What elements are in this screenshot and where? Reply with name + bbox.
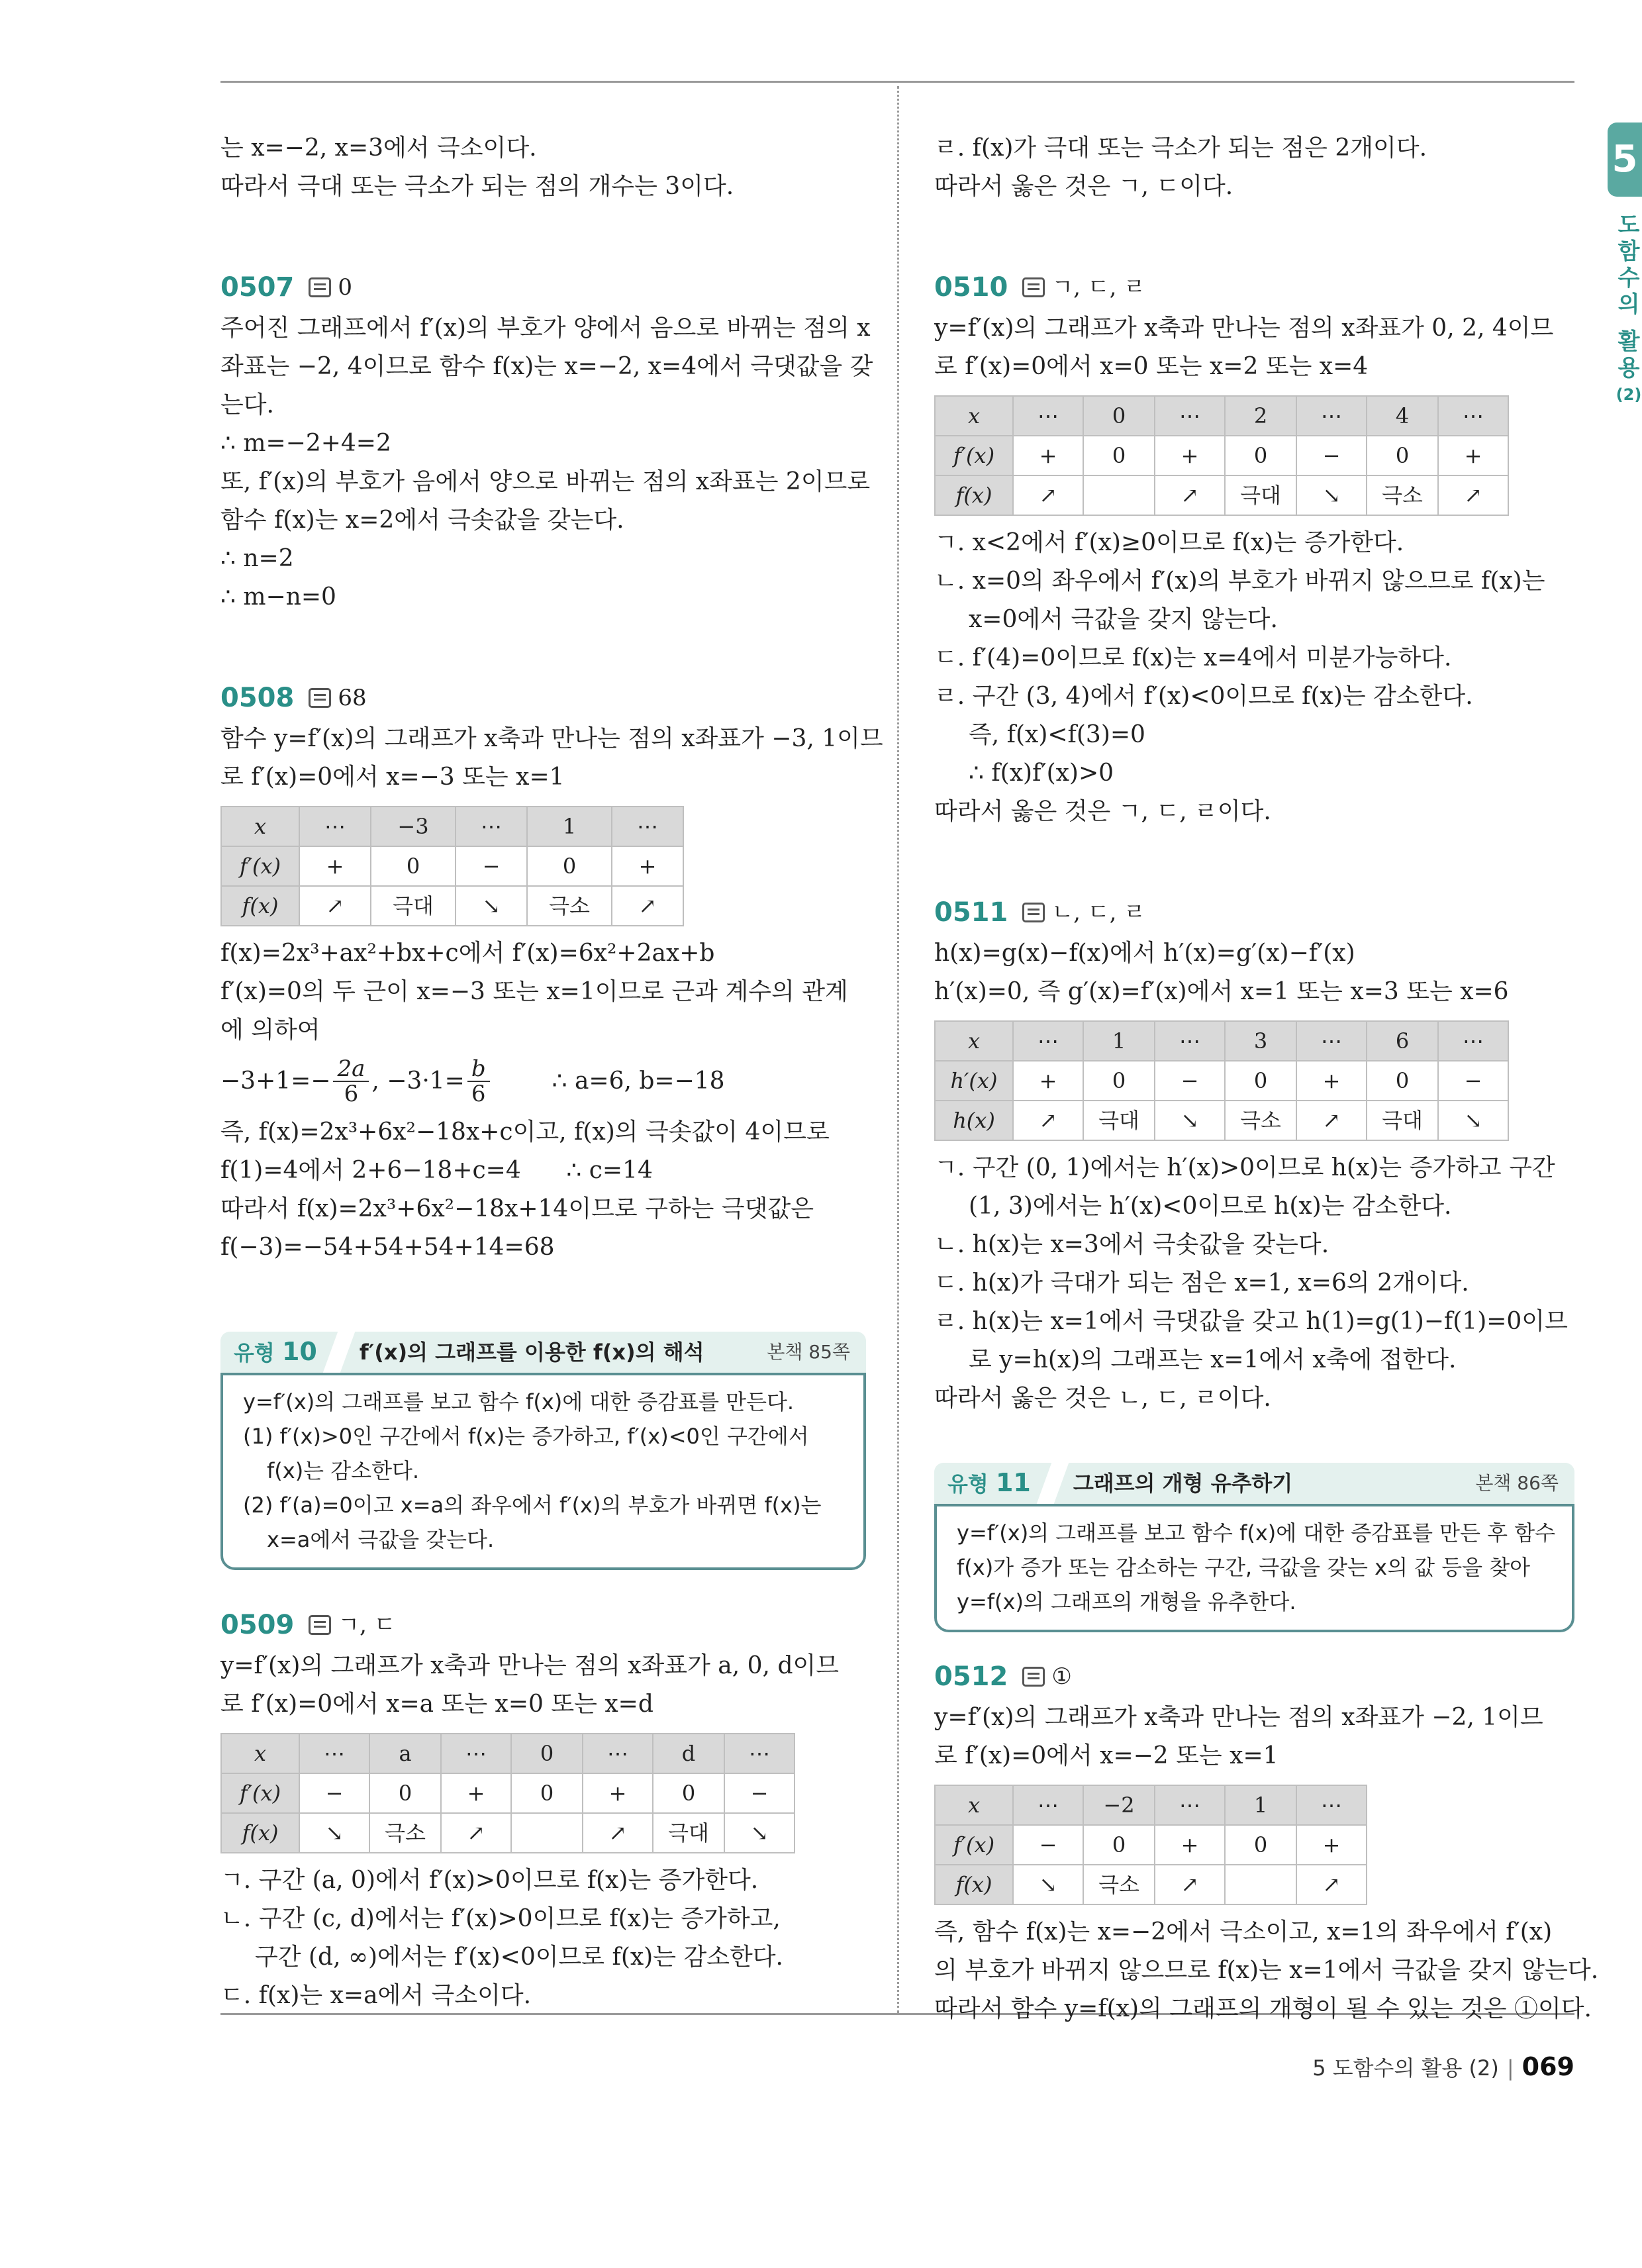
fraction-denominator: 6	[471, 1081, 486, 1107]
type-10-body	[220, 1373, 866, 1570]
table-cell: f(x)	[221, 886, 299, 926]
text-line: 따라서 옳은 것은 ㄱ, ㄷ, ㄹ이다.	[934, 798, 1271, 825]
table-cell: ⋯	[1296, 1785, 1367, 1825]
chapter-number-tab: 5	[1608, 123, 1642, 197]
table-cell: −3	[371, 807, 456, 846]
table-cell: 1	[1225, 1785, 1296, 1825]
table-cell: 극소	[1225, 1101, 1296, 1140]
answer-icon	[309, 1615, 331, 1635]
text-line: ∴ f(x)f′(x)>0	[969, 760, 1114, 787]
table-cell: 극대	[1367, 1101, 1438, 1140]
table-cell: 6	[1367, 1021, 1438, 1061]
variation-table-0512	[934, 1785, 1367, 1905]
type-11-box	[934, 1463, 1574, 1632]
text-line: 구간 (d, ∞)에서는 f′(x)<0이므로 f(x)는 감소한다.	[255, 1944, 783, 1971]
type-11-body	[934, 1504, 1574, 1632]
text-line: ∴ m−n=0	[220, 583, 336, 611]
type-number: 11	[995, 1468, 1031, 1497]
type-body-line: y=f(x)의 그래프의 개형을 유추한다.	[957, 1589, 1296, 1614]
fraction-numerator: b	[467, 1057, 490, 1082]
text-line: f(−3)=−54+54+54+14=68	[220, 1234, 555, 1261]
type-body-line: y=f′(x)의 그래프를 보고 함수 f(x)에 대한 증감표를 만든다.	[243, 1389, 795, 1414]
table-cell: ↘	[1155, 1101, 1225, 1140]
variation-table-0509	[220, 1733, 795, 1853]
page-number: 069	[1521, 2052, 1574, 2081]
problem-0509-header	[220, 1603, 866, 1647]
problem-number: 0510	[934, 272, 1008, 303]
table-cell: ↗	[1296, 1101, 1367, 1140]
table-cell: +	[1155, 436, 1225, 475]
text-line: 로 y=h(x)의 그래프는 x=1에서 x축에 접한다.	[969, 1346, 1457, 1373]
chapter-title-char: 용	[1618, 355, 1640, 381]
tab-slant	[1037, 1463, 1069, 1504]
table-cell: +	[1438, 436, 1508, 475]
fraction-numerator: 2a	[333, 1057, 369, 1082]
table-cell: +	[583, 1773, 653, 1813]
text-line: 로 f′(x)=0에서 x=a 또는 x=0 또는 x=d	[220, 1691, 653, 1718]
problem-0511-header	[934, 891, 1574, 934]
table-cell: ↗	[441, 1813, 511, 1853]
table-cell: ↘	[1438, 1101, 1508, 1140]
table-cell: x	[221, 807, 299, 846]
table-cell: +	[1013, 1061, 1083, 1101]
table-cell: −2	[1083, 1785, 1155, 1825]
text-line: f(1)=4에서 2+6−18+c=4 ∴ c=14	[220, 1157, 653, 1184]
table-cell: −	[299, 1773, 369, 1813]
table-cell: ↗	[1296, 1865, 1367, 1904]
type-10-tab	[220, 1332, 866, 1373]
table-cell: 0	[511, 1734, 583, 1773]
fraction	[333, 1057, 369, 1106]
equation-part: −3+1=−	[220, 1067, 331, 1095]
table-cell: +	[1013, 436, 1083, 475]
text-line: 로 f′(x)=0에서 x=0 또는 x=2 또는 x=4	[934, 353, 1369, 380]
text-line: ∴ m=−2+4=2	[220, 430, 391, 457]
text-line: ㄹ. 구간 (3, 4)에서 f′(x)<0이므로 f(x)는 감소한다.	[934, 683, 1473, 710]
table-cell: ↘	[1013, 1865, 1083, 1904]
text-line: 따라서 옳은 것은 ㄴ, ㄷ, ㄹ이다.	[934, 1385, 1271, 1412]
table-cell: ↗	[1013, 1101, 1083, 1140]
table-cell: ↗	[612, 886, 683, 926]
variation-table-0510	[934, 395, 1509, 516]
table-cell: x	[935, 396, 1013, 436]
text-line: ㄱ. 구간 (a, 0)에서 f′(x)>0이므로 f(x)는 증가한다.	[220, 1867, 759, 1894]
table-cell: −	[724, 1773, 795, 1813]
chapter-title-char: 함	[1618, 238, 1640, 265]
type-body-line: (1) f′(x)>0인 구간에서 f(x)는 증가하고, f′(x)<0인 구간에서	[243, 1424, 809, 1449]
text-line: y=f′(x)의 그래프가 x축과 만나는 점의 x좌표가 0, 2, 4이므	[934, 315, 1554, 342]
table-cell: f′(x)	[935, 1825, 1013, 1865]
table-cell: ⋯	[1155, 396, 1225, 436]
table-cell: 3	[1225, 1021, 1296, 1061]
text-line: ㄹ. h(x)는 x=1에서 극댓값을 갖고 h(1)=g(1)−f(1)=0이므	[934, 1308, 1568, 1335]
fraction-denominator: 6	[344, 1081, 359, 1107]
answer-icon	[309, 277, 331, 297]
text-line: ㄹ. f(x)가 극대 또는 극소가 되는 점은 2개이다.	[934, 134, 1427, 162]
table-cell: ⋯	[1013, 1021, 1083, 1061]
text-line: ∴ n=2	[220, 545, 294, 572]
text-line: 로 f′(x)=0에서 x=−3 또는 x=1	[220, 764, 565, 791]
text-line: y=f′(x)의 그래프가 x축과 만나는 점의 x좌표가 −2, 1이므	[934, 1704, 1543, 1731]
answer-icon	[309, 688, 331, 708]
table-cell: −	[1155, 1061, 1225, 1101]
type-title: f′(x)의 그래프를 이용한 f(x)의 해석	[359, 1340, 704, 1365]
table-cell: 0	[1083, 436, 1155, 475]
text-line: ㄱ. 구간 (0, 1)에서는 h′(x)>0이므로 h(x)는 증가하고 구간	[934, 1154, 1555, 1181]
table-cell: 극소	[1367, 475, 1438, 515]
text-line: 즉, f(x)<f(3)=0	[969, 721, 1145, 748]
table-cell: 극소	[1083, 1865, 1155, 1904]
table-cell: ⋯	[1155, 1021, 1225, 1061]
text-line: 즉, f(x)=2x³+6x²−18x+c이고, f(x)의 극솟값이 4이므로	[220, 1118, 830, 1146]
text-line: ㄱ. x<2에서 f′(x)≥0이므로 f(x)는 증가한다.	[934, 529, 1404, 556]
text-line: 주어진 그래프에서 f′(x)의 부호가 양에서 음으로 바뀌는 점의 x	[220, 315, 871, 342]
table-cell: ⋯	[1438, 396, 1508, 436]
text-line: 따라서 함수 y=f(x)의 그래프의 개형이 될 수 있는 것은 ①이다.	[934, 1995, 1592, 2022]
table-cell: ↘	[456, 886, 527, 926]
text-line: 또, f′(x)의 부호가 음에서 양으로 바뀌는 점의 x좌표는 2이므로	[220, 468, 871, 495]
answer-value: ①	[1051, 1663, 1072, 1690]
table-cell: 0	[1367, 1061, 1438, 1101]
problem-0508-header	[220, 676, 866, 720]
table-cell: x	[221, 1734, 299, 1773]
table-cell: x	[935, 1021, 1013, 1061]
answer-value: ㄱ, ㄷ	[338, 1612, 396, 1638]
table-cell: a	[369, 1734, 441, 1773]
text-line: ㄴ. 구간 (c, d)에서는 f′(x)>0이므로 f(x)는 증가하고,	[220, 1905, 781, 1932]
table-cell: 0	[1367, 436, 1438, 475]
table-cell: ⋯	[1013, 1785, 1083, 1825]
text-line: f′(x)=0의 두 근이 x=−3 또는 x=1이므로 근과 계수의 관계	[220, 978, 848, 1005]
type-body-line: f(x)는 감소한다.	[267, 1458, 420, 1483]
table-cell: 0	[653, 1773, 724, 1813]
table-cell: f(x)	[221, 1813, 299, 1853]
chapter-title-char: 도	[1618, 212, 1640, 238]
type-reference: 본책 86쪽	[1475, 1472, 1559, 1494]
left-column	[220, 129, 883, 2015]
table-cell: 4	[1367, 396, 1438, 436]
text-line: ㄷ. h(x)가 극대가 되는 점은 x=1, x=6의 2개이다.	[934, 1269, 1469, 1297]
table-cell: f′(x)	[221, 846, 299, 886]
answer-icon	[1022, 277, 1045, 297]
table-cell: d	[653, 1734, 724, 1773]
table-cell: +	[1296, 1825, 1367, 1865]
equation-part: ∴ a=6, b=−18	[552, 1067, 725, 1095]
problem-number: 0507	[220, 272, 295, 303]
table-cell: 0	[527, 846, 612, 886]
equation-line	[220, 1050, 866, 1113]
text-line: x=0에서 극값을 갖지 않는다.	[969, 606, 1278, 633]
text-line: ㄴ. x=0의 좌우에서 f′(x)의 부호가 바뀌지 않으므로 f(x)는	[934, 567, 1545, 595]
column-divider	[897, 86, 899, 2013]
table-cell: +	[441, 1773, 511, 1813]
table-cell: +	[299, 846, 371, 886]
text-line: (1, 3)에서는 h′(x)<0이므로 h(x)는 감소한다.	[969, 1193, 1452, 1220]
text-line: ㄴ. h(x)는 x=3에서 극솟값을 갖는다.	[934, 1231, 1329, 1258]
table-cell: ↗	[1013, 475, 1083, 515]
text-line: 는다.	[220, 391, 274, 419]
table-cell: −	[1438, 1061, 1508, 1101]
answer-icon	[1022, 1667, 1045, 1687]
table-cell: ⋯	[1296, 1021, 1367, 1061]
text-line: y=f′(x)의 그래프가 x축과 만나는 점의 x좌표가 a, 0, d이므	[220, 1652, 840, 1679]
answer-value: ㄴ, ㄷ, ㄹ	[1051, 899, 1146, 926]
right-column	[934, 129, 1599, 2028]
problem-number: 0508	[220, 683, 295, 713]
text-line: 의 부호가 바뀌지 않으므로 f(x)는 x=1에서 극값을 갖지 않는다.	[934, 1957, 1599, 1984]
table-cell: 0	[371, 846, 456, 886]
type-body-line: f(x)가 증가 또는 감소하는 구간, 극값을 갖는 x의 값 등을 찾아	[957, 1555, 1531, 1580]
fraction	[467, 1057, 490, 1106]
table-cell: ↗	[1438, 475, 1508, 515]
equation-part: , −3·1=	[371, 1067, 465, 1095]
problem-number: 0511	[934, 897, 1008, 928]
table-cell: 0	[511, 1773, 583, 1813]
text-line: 로 f′(x)=0에서 x=−2 또는 x=1	[934, 1742, 1279, 1769]
table-cell: ↗	[299, 886, 371, 926]
table-cell: 극대	[1225, 475, 1296, 515]
table-cell: ↘	[1296, 475, 1367, 515]
tab-slant	[323, 1332, 356, 1373]
type-body-line: x=a에서 극값을 갖는다.	[267, 1527, 495, 1552]
table-cell: f′(x)	[935, 436, 1013, 475]
text-line: h′(x)=0, 즉 g′(x)=f′(x)에서 x=1 또는 x=3 또는 x=6	[934, 978, 1509, 1005]
type-label-text: 유형	[234, 1340, 275, 1365]
table-cell: +	[1155, 1825, 1225, 1865]
table-cell: 극소	[527, 886, 612, 926]
table-cell: h(x)	[935, 1101, 1013, 1140]
text-line: 함수 y=f′(x)의 그래프가 x축과 만나는 점의 x좌표가 −3, 1이므	[220, 725, 883, 752]
table-cell: 극대	[1083, 1101, 1155, 1140]
type-11-tab	[934, 1463, 1574, 1504]
table-cell: 극대	[653, 1813, 724, 1853]
text-line: h(x)=g(x)−f(x)에서 h′(x)=g′(x)−f′(x)	[934, 940, 1355, 967]
type-body-line: (2) f′(a)=0이고 x=a의 좌우에서 f′(x)의 부호가 바뀌면 f(x)는	[243, 1493, 822, 1518]
table-cell: ↗	[1155, 1865, 1225, 1904]
top-rule	[220, 81, 1574, 83]
table-cell: x	[935, 1785, 1013, 1825]
problem-number: 0509	[220, 1610, 295, 1640]
table-cell: 0	[369, 1773, 441, 1813]
table-cell: 2	[1225, 396, 1296, 436]
table-cell: +	[612, 846, 683, 886]
text-line: 따라서 옳은 것은 ㄱ, ㄷ이다.	[934, 173, 1233, 200]
table-cell: ↗	[1155, 475, 1225, 515]
footer-separator: |	[1506, 2055, 1514, 2081]
type-10-box	[220, 1332, 866, 1570]
table-cell: −	[456, 846, 527, 886]
text-line: 는 x=−2, x=3에서 극소이다.	[220, 134, 537, 162]
problem-0512-header	[934, 1655, 1574, 1699]
table-cell: 1	[527, 807, 612, 846]
footer-chapter: 5 도함수의 활용 (2)	[1312, 2055, 1499, 2081]
table-cell: 0	[1083, 396, 1155, 436]
problem-number: 0512	[934, 1661, 1008, 1692]
table-cell: h′(x)	[935, 1061, 1013, 1101]
text-line: ㄷ. f(x)는 x=a에서 극소이다.	[220, 1982, 532, 2009]
table-cell: ⋯	[1013, 396, 1083, 436]
answer-value: 68	[338, 685, 367, 711]
type-title: 그래프의 개형 유추하기	[1073, 1471, 1293, 1496]
chapter-title-char: 수	[1618, 265, 1640, 291]
type-body-line: y=f′(x)의 그래프를 보고 함수 f(x)에 대한 증감표를 만든 후 함수	[957, 1520, 1556, 1546]
table-cell: +	[1296, 1061, 1367, 1101]
table-cell: ⋯	[299, 1734, 369, 1773]
text-line: 에 의하여	[220, 1016, 320, 1044]
chapter-title-char: 활	[1618, 328, 1640, 355]
chapter-title-vertical	[1616, 212, 1642, 408]
table-cell: −	[1296, 436, 1367, 475]
text-line: 따라서 극대 또는 극소가 되는 점의 개수는 3이다.	[220, 173, 734, 200]
table-cell: ⋯	[724, 1734, 795, 1773]
table-cell: ↘	[299, 1813, 369, 1853]
table-cell: ⋯	[583, 1734, 653, 1773]
text-line: 함수 f(x)는 x=2에서 극솟값을 갖는다.	[220, 507, 624, 534]
text-line: 따라서 f(x)=2x³+6x²−18x+14이므로 구하는 극댓값은	[220, 1195, 814, 1222]
table-cell: ⋯	[612, 807, 683, 846]
text-line: ㄷ. f′(4)=0이므로 f(x)는 x=4에서 미분가능하다.	[934, 644, 1452, 671]
table-cell	[1225, 1865, 1296, 1904]
type-label	[220, 1332, 328, 1372]
table-cell: 극소	[369, 1813, 441, 1853]
table-cell: ⋯	[1438, 1021, 1508, 1061]
variation-table-0511	[934, 1020, 1509, 1141]
text-line: 좌표는 −2, 4이므로 함수 f(x)는 x=−2, x=4에서 극댓값을 갖	[220, 353, 873, 380]
problem-0507-header	[220, 266, 866, 309]
type-reference: 본책 85쪽	[767, 1341, 850, 1363]
text-line: 즉, 함수 f(x)는 x=−2에서 극소이고, x=1의 좌우에서 f′(x)	[934, 1918, 1553, 1946]
table-cell: f′(x)	[221, 1773, 299, 1813]
table-cell: 0	[1225, 1061, 1296, 1101]
type-number: 10	[281, 1337, 317, 1366]
table-cell: 1	[1083, 1021, 1155, 1061]
table-cell: ⋯	[1296, 396, 1367, 436]
table-cell: f(x)	[935, 1865, 1013, 1904]
chapter-title-char: 의	[1618, 291, 1640, 318]
variation-table-0508	[220, 806, 684, 926]
chapter-title-char: (2)	[1616, 385, 1642, 404]
problem-0510-header	[934, 266, 1574, 309]
type-label	[934, 1463, 1041, 1503]
table-cell: 0	[1083, 1061, 1155, 1101]
table-cell: ⋯	[456, 807, 527, 846]
table-cell	[511, 1813, 583, 1853]
text-line: f(x)=2x³+ax²+bx+c에서 f′(x)=6x²+2ax+b	[220, 940, 715, 967]
page-footer	[1312, 2051, 1574, 2082]
table-cell: f(x)	[935, 475, 1013, 515]
table-cell	[1083, 475, 1155, 515]
table-cell: 0	[1083, 1825, 1155, 1865]
table-cell: ⋯	[1155, 1785, 1225, 1825]
table-cell: ⋯	[441, 1734, 511, 1773]
table-cell: 0	[1225, 1825, 1296, 1865]
answer-value: ㄱ, ㄷ, ㄹ	[1051, 274, 1146, 301]
table-cell: ⋯	[299, 807, 371, 846]
table-cell: ↘	[724, 1813, 795, 1853]
answer-value: 0	[338, 274, 352, 301]
table-cell: 0	[1225, 436, 1296, 475]
table-cell: −	[1013, 1825, 1083, 1865]
table-cell: ↗	[583, 1813, 653, 1853]
type-label-text: 유형	[947, 1471, 989, 1497]
answer-icon	[1022, 903, 1045, 922]
table-cell: 극대	[371, 886, 456, 926]
